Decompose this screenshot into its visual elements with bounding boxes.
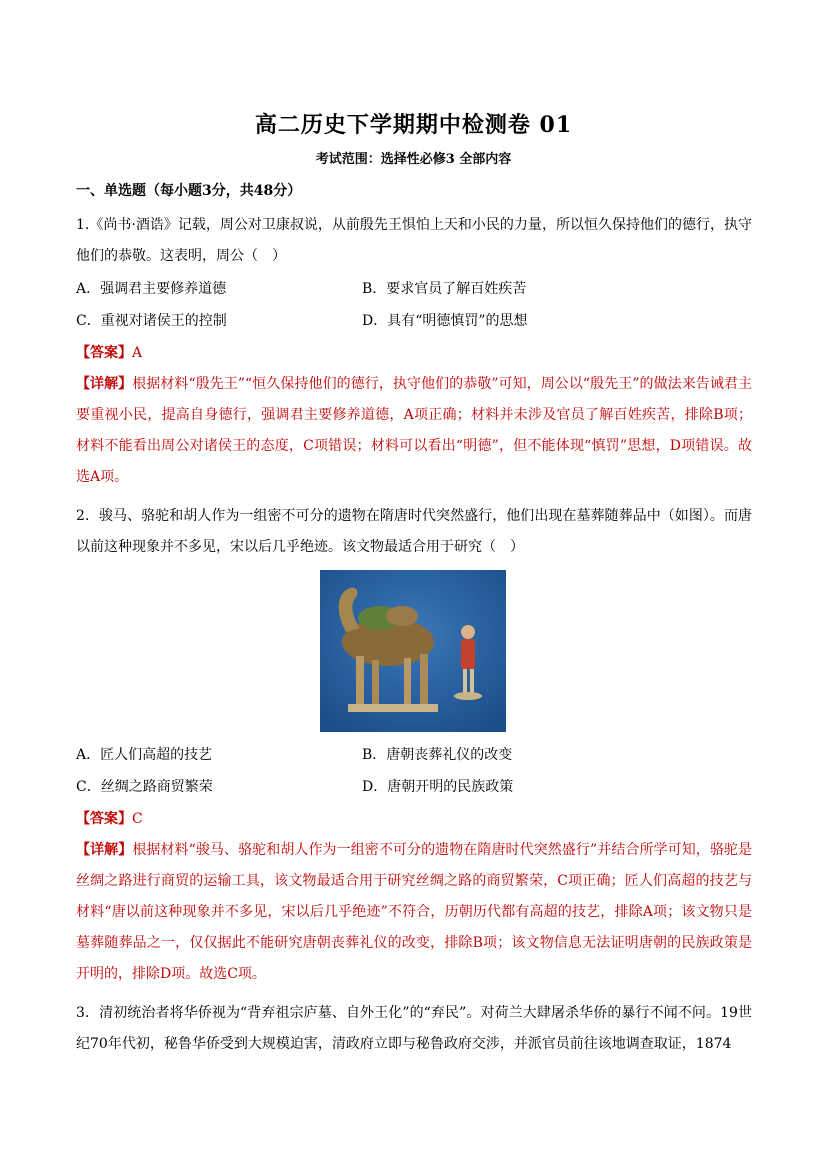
q1-stem: 1.《尚书·酒诰》记载，周公对卫康叔说，从前殷先王惧怕上天和小民的力量，所以恒久保持他们的德行，执守他们的恭敬。这表明，周公（ ）	[76, 217, 752, 264]
exam-scope: 考试范围：选择性必修3 全部内容	[315, 152, 512, 167]
q2-option-d: D．唐朝开明的民族政策	[362, 779, 514, 795]
page-title: 高二历史下学期期中检测卷 01	[254, 112, 573, 138]
section-heading: 一、单选题（每小题3分，共48分）	[76, 183, 302, 199]
q1-option-a: A．强调君主要修养道德	[76, 281, 227, 297]
q3-stem: 3．清初统治者将华侨视为“背弃祖宗庐墓、自外王化”的“弃民”。对荷兰大肆屠杀华侨的暴行不闻不问。19世纪70年代初，秘鲁华侨受到大规模迫害，清政府立即与秘鲁政府交涉，并派官员前往该地调查取证，1874	[76, 1005, 752, 1052]
q2-detail	[76, 835, 752, 990]
detail-text: 根据材料“殷先王”“恒久保持他们的德行，执守他们的恭敬”可知，周公以“殷先王”的做法来告诫君主要重视小民，提高自身德行，强调君主要修养道德，A项正确；材料并未涉及官员了解百姓疾苦，排除B项；材料不能看出周公对诸侯王的态度，C项错误；材料可以看出“明德”，但不能体现“慎罚”思想，D项错误。故选A项。	[76, 376, 752, 485]
q2-option-a: A．匠人们高超的技艺	[76, 747, 213, 763]
answer-value: C	[132, 811, 143, 827]
q1-answer	[76, 343, 142, 363]
q1-option-b: B．要求官员了解百姓疾苦	[362, 281, 527, 297]
answer-value: A	[132, 345, 143, 361]
answer-tag: 【答案】	[76, 345, 132, 361]
detail-text: 根据材料“骏马、骆驼和胡人作为一组密不可分的遗物在隋唐时代突然盛行”并结合所学可知，骆驼是丝绸之路进行商贸的运输工具，该文物最适合用于研究丝绸之路的商贸繁荣，C项正确；匠人们高超的技艺与材料“唐以前这种现象并不多见，宋以后几乎绝迹”不符合，历朝历代都有高超的技艺，排除A项；该文物只是墓葬随葬品之一，仅仅据此不能研究唐朝丧葬礼仪的改变，排除B项；该文物信息无法证明唐朝的民族政策是开明的，排除D项。故选C项。	[76, 842, 753, 982]
q1-option-d: D．具有“明德慎罚”的思想	[362, 313, 528, 329]
q1-option-c: C．重视对诸侯王的控制	[76, 313, 227, 329]
q2-stem: 2．骏马、骆驼和胡人作为一组密不可分的遗物在隋唐时代突然盛行，他们出现在墓葬随葬品中（如图）。而唐以前这种现象并不多见，宋以后几乎绝迹。该文物最适合用于研究（ ）	[76, 508, 752, 555]
detail-tag: 【详解】	[76, 842, 133, 858]
q2-option-c: C．丝绸之路商贸繁荣	[76, 779, 213, 795]
q2-option-b: B．唐朝丧葬礼仪的改变	[362, 747, 513, 763]
answer-tag: 【答案】	[76, 811, 132, 827]
detail-tag: 【详解】	[76, 376, 133, 392]
tang-camel-figurine-image	[320, 570, 506, 732]
q1-detail	[76, 369, 752, 493]
q2-answer	[76, 809, 143, 829]
